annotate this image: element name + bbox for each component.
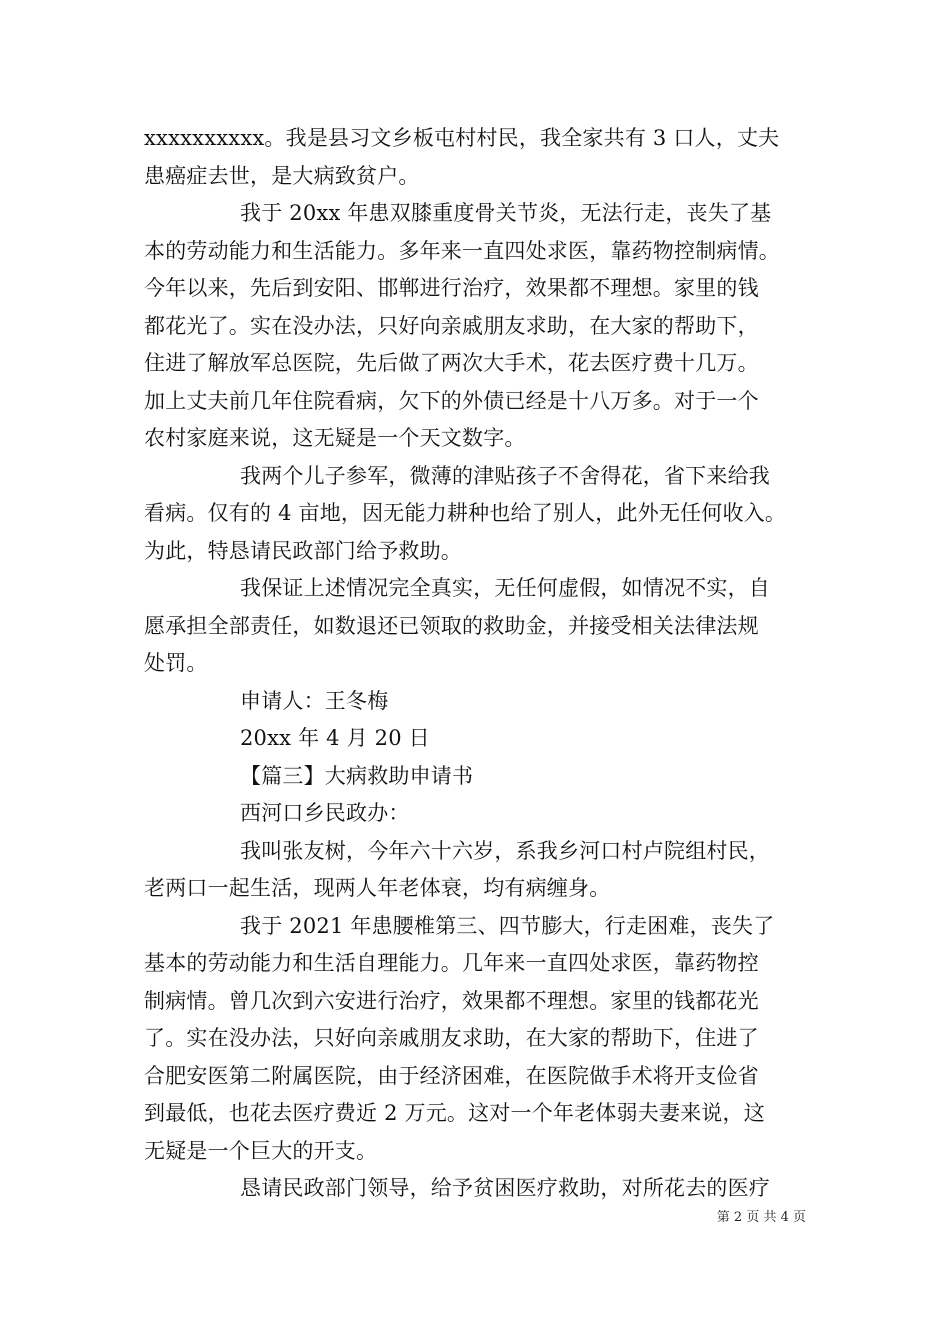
text-line: 今年以来，先后到安阳、邯郸进行治疗，效果都不理想。家里的钱 xyxy=(144,276,759,300)
text-line: 我保证上述情况完全真实，无任何虚假，如情况不实，自 xyxy=(240,576,770,600)
text-line: 申请人：王冬梅 xyxy=(240,688,389,713)
text-line: 制病情。曾几次到六安进行治疗，效果都不理想。家里的钱都花光 xyxy=(144,988,759,1013)
text-line: 恳请民政部门领导，给予贫困医疗救助，对所花去的医疗 xyxy=(240,1176,770,1200)
text-line: 患癌症去世，是大病致贫户。 xyxy=(144,163,420,188)
text-line: 处罚。 xyxy=(144,651,208,675)
text-line: 住进了解放军总医院，先后做了两次大手术，花去医疗费十几万。 xyxy=(144,351,759,375)
text-line: 了。实在没办法，只好向亲戚朋友求助，在大家的帮助下，住进了 xyxy=(144,1026,759,1050)
text-line: 看病。仅有的 4 亩地，因无能力耕种也给了别人，此外无任何收入。 xyxy=(144,501,787,525)
text-line: 到最低，也花去医疗费近 2 万元。这对一个年老体弱夫妻来说，这 xyxy=(144,1101,765,1125)
text-line: 20xx 年 4 月 20 日 xyxy=(240,726,430,750)
text-line: 农村家庭来说，这无疑是一个天文数字。 xyxy=(144,426,526,450)
text-line: 无疑是一个巨大的开支。 xyxy=(144,1138,378,1163)
text-line: 基本的劳动能力和生活自理能力。几年来一直四处求医，靠药物控 xyxy=(144,951,759,975)
text-line: xxxxxxxxxx。我是县习文乡板屯村村民，我全家共有 3 口人，丈夫 xyxy=(144,126,780,150)
text-line: 我两个儿子参军，微薄的津贴孩子不舍得花，省下来给我 xyxy=(240,463,770,488)
page-footer: 第 2 页 共 4 页 xyxy=(716,1210,806,1225)
text-line: 老两口一起生活，现两人年老体衰，均有病缠身。 xyxy=(144,876,611,900)
text-line: 为此，特恳请民政部门给予救助。 xyxy=(144,538,462,563)
text-line: 我叫张友树，今年六十六岁，系我乡河口村卢院组村民， xyxy=(240,838,770,863)
text-line: 本的劳动能力和生活能力。多年来一直四处求医，靠药物控制病情。 xyxy=(144,238,780,263)
text-line: 【篇三】大病救助申请书 xyxy=(240,763,474,788)
text-line: 西河口乡民政办： xyxy=(240,801,410,825)
text-line: 我于 20xx 年患双膝重度骨关节炎，无法行走，丧失了基 xyxy=(240,201,772,225)
document-body xyxy=(144,120,816,1208)
text-line: 愿承担全部责任，如数退还已领取的救助金，并接受相关法律法规 xyxy=(144,613,759,638)
text-line: 我于 2021 年患腰椎第三、四节膨大，行走困难，丧失了 xyxy=(240,913,775,938)
text-line: 都花光了。实在没办法，只好向亲戚朋友求助，在大家的帮助下， xyxy=(144,313,759,338)
text-line: 合肥安医第二附属医院，由于经济困难，在医院做手术将开支俭省 xyxy=(144,1063,759,1088)
text-line: 加上丈夫前几年住院看病，欠下的外债已经是十八万多。对于一个 xyxy=(144,388,759,413)
